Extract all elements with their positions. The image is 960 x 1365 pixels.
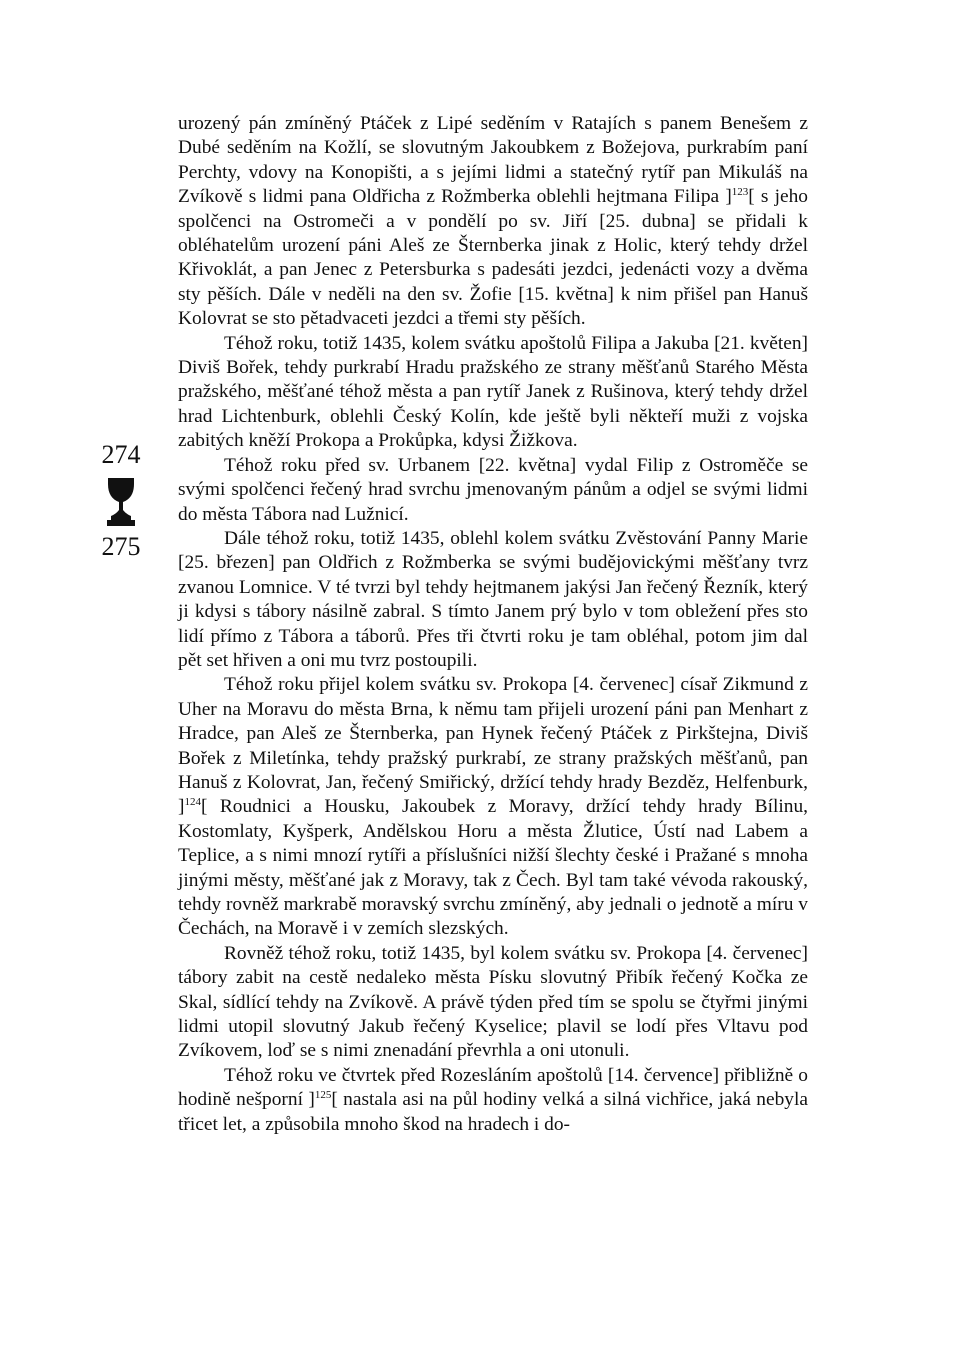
paragraph-text: Rovněž téhož roku, totiž 1435, byl kolem svátku sv. Prokopa [4. červenec] tábory zabit na cestě nedaleko města Písku slovutný Přibík řečený Kočka ze Skal, sídlící tehdy na Zvíkově. A právě týden před tím se spolu se čtyřmi jinými lidmi utopil slovutný Jakub řečený Kyselice; plavil se lodí přes Vltavu pod Zvíkovem, loď se s nimi znenadání převrhla a oni utonuli.	[178, 942, 808, 1062]
paragraph-text: Téhož roku, totiž 1435, kolem svátku apoštolů Filipa a Jakuba [21. květen] Diviš Bořek, tehdy purkrabí Hradu pražského ze strany měšťanů Starého Města pražského, měšťané téhož města a pan rytíř Janek z Rušinova, který tehdy držel hrad Lichtenburk, oblehli Český Kolín, kde ještě byli někteří muži z vojska zabitých kněží Prokopa a Prokůpka, kdysi Žižkova.	[178, 332, 808, 452]
main-text	[178, 112, 808, 1137]
paragraph-text: [ Roudnici a Housku, Jakoubek z Moravy, držící tehdy hrady Bílinu, Kostomlaty, Kyšperk, Andělskou Horu a města Žlutice, Ústí nad Labem a Teplice, a s nimi mnozí rytíři a příslušníci nižší šlechty české i Pražané s mnoha jinými městy, měšťané jak z Moravy, tak z Čech. Byl tam také vévoda rakouský, tehdy rovněž markrabě moravský svrchu zmíněný, aby jednali o jednotě a míru v Čechách, na Moravě i v zemích slezských.	[178, 796, 808, 940]
paragraph-text: Téhož roku ve čtvrtek před Rozesláním apoštolů [14. července] přibližně o hodině nešporní ]	[178, 1064, 808, 1111]
paragraph-text: Téhož roku před sv. Urbanem [22. května] vydal Filip z Ostroměče se svými spolčenci řečený hrad svrchu jmenovaným pánům a odjel se svými lidmi do města Tábora nad Lužnicí.	[178, 454, 808, 525]
footnote-marker: 123	[731, 186, 749, 199]
page-number-bottom: 275	[101, 532, 141, 561]
paragraph	[178, 673, 808, 941]
paragraph-text: Dále téhož roku, totiž 1435, oblehl kolem svátku Zvěstování Panny Marie [25. březen] pan Oldřich z Rožmberka se svými budějovickými měšťany tvrz zvanou Lomnice. V té tvrzi byl tehdy hejtmanem jakýsi Jan řečený Řezník, který ji kdysi s tábory násilně zabral. S tímto Janem prý bylo v tom obležení přes sto lidí přímo z Tábora a táborů. Přes tři čtvrti roku je tam obléhal, potom jim dal pět set hřiven a oni mu tvrz postoupili.	[178, 527, 808, 671]
paragraph	[178, 942, 808, 1064]
paragraph-text: urozený pán zmíněný Ptáček z Lipé seděním v Ratajích s panem Benešem z Dubé seděním na Kožlí, se slovutným Jakoubkem z Božejova, purkrabím paní Perchty, vdovy na Konopišti, a s jejími lidmi a statečný rytíř pan Mikuláš na Zvíkově s lidmi pana Oldřicha z Rožmberka oblehli hejtmana Filipa ]	[178, 113, 808, 208]
paragraph-text: [ s jeho spolčenci na Ostromeči a v pondělí po sv. Jiří [25. dubna] se přidali k obléhatelům urození páni Aleš ze Šternberka jinak z Holic, který tehdy držel Křivoklát, a pan Jenec z Petersburka s padesáti jezdci, jedenácti vozy a dvěma sty pěších. Dále v neděli na den sv. Žofie [15. května] k nim přišel pan Hanuš Kolovrat se sto pětadvaceti jezdci a třemi sty pěších.	[178, 186, 808, 330]
paragraph	[178, 332, 808, 454]
footnote-marker: 125	[314, 1089, 332, 1102]
chalice-icon	[104, 476, 138, 528]
paragraph	[178, 1064, 808, 1137]
paragraph	[178, 454, 808, 527]
paragraph-text: Téhož roku přijel kolem svátku sv. Prokopa [4. červenec] císař Zikmund z Uher na Moravu do města Brna, k němu tam přijeli urození páni pan Menhart z Hradce, pan Aleš ze Šternberka, pan Hynek řečený Ptáček z Pirkštejna, Diviš Bořek z Miletínka, tehdy pražský purkrabí, ze strany pražských měšťanů, pan Hanuš z Kolovrat, Jan, řečený Smiřický, držící tehdy hrady Bezděz, Helfenburk, ]	[178, 674, 808, 818]
paragraph-text: [ nastala asi na půl hodiny velká a silná vichřice, jaká nebyla třicet let, a způsobila mnoho škod na hradech i do-	[178, 1089, 808, 1135]
paragraph	[178, 112, 808, 332]
paragraph	[178, 527, 808, 673]
page-number-top: 274	[101, 440, 141, 469]
footnote-marker: 124	[184, 796, 201, 809]
page-number-marker	[86, 440, 156, 562]
